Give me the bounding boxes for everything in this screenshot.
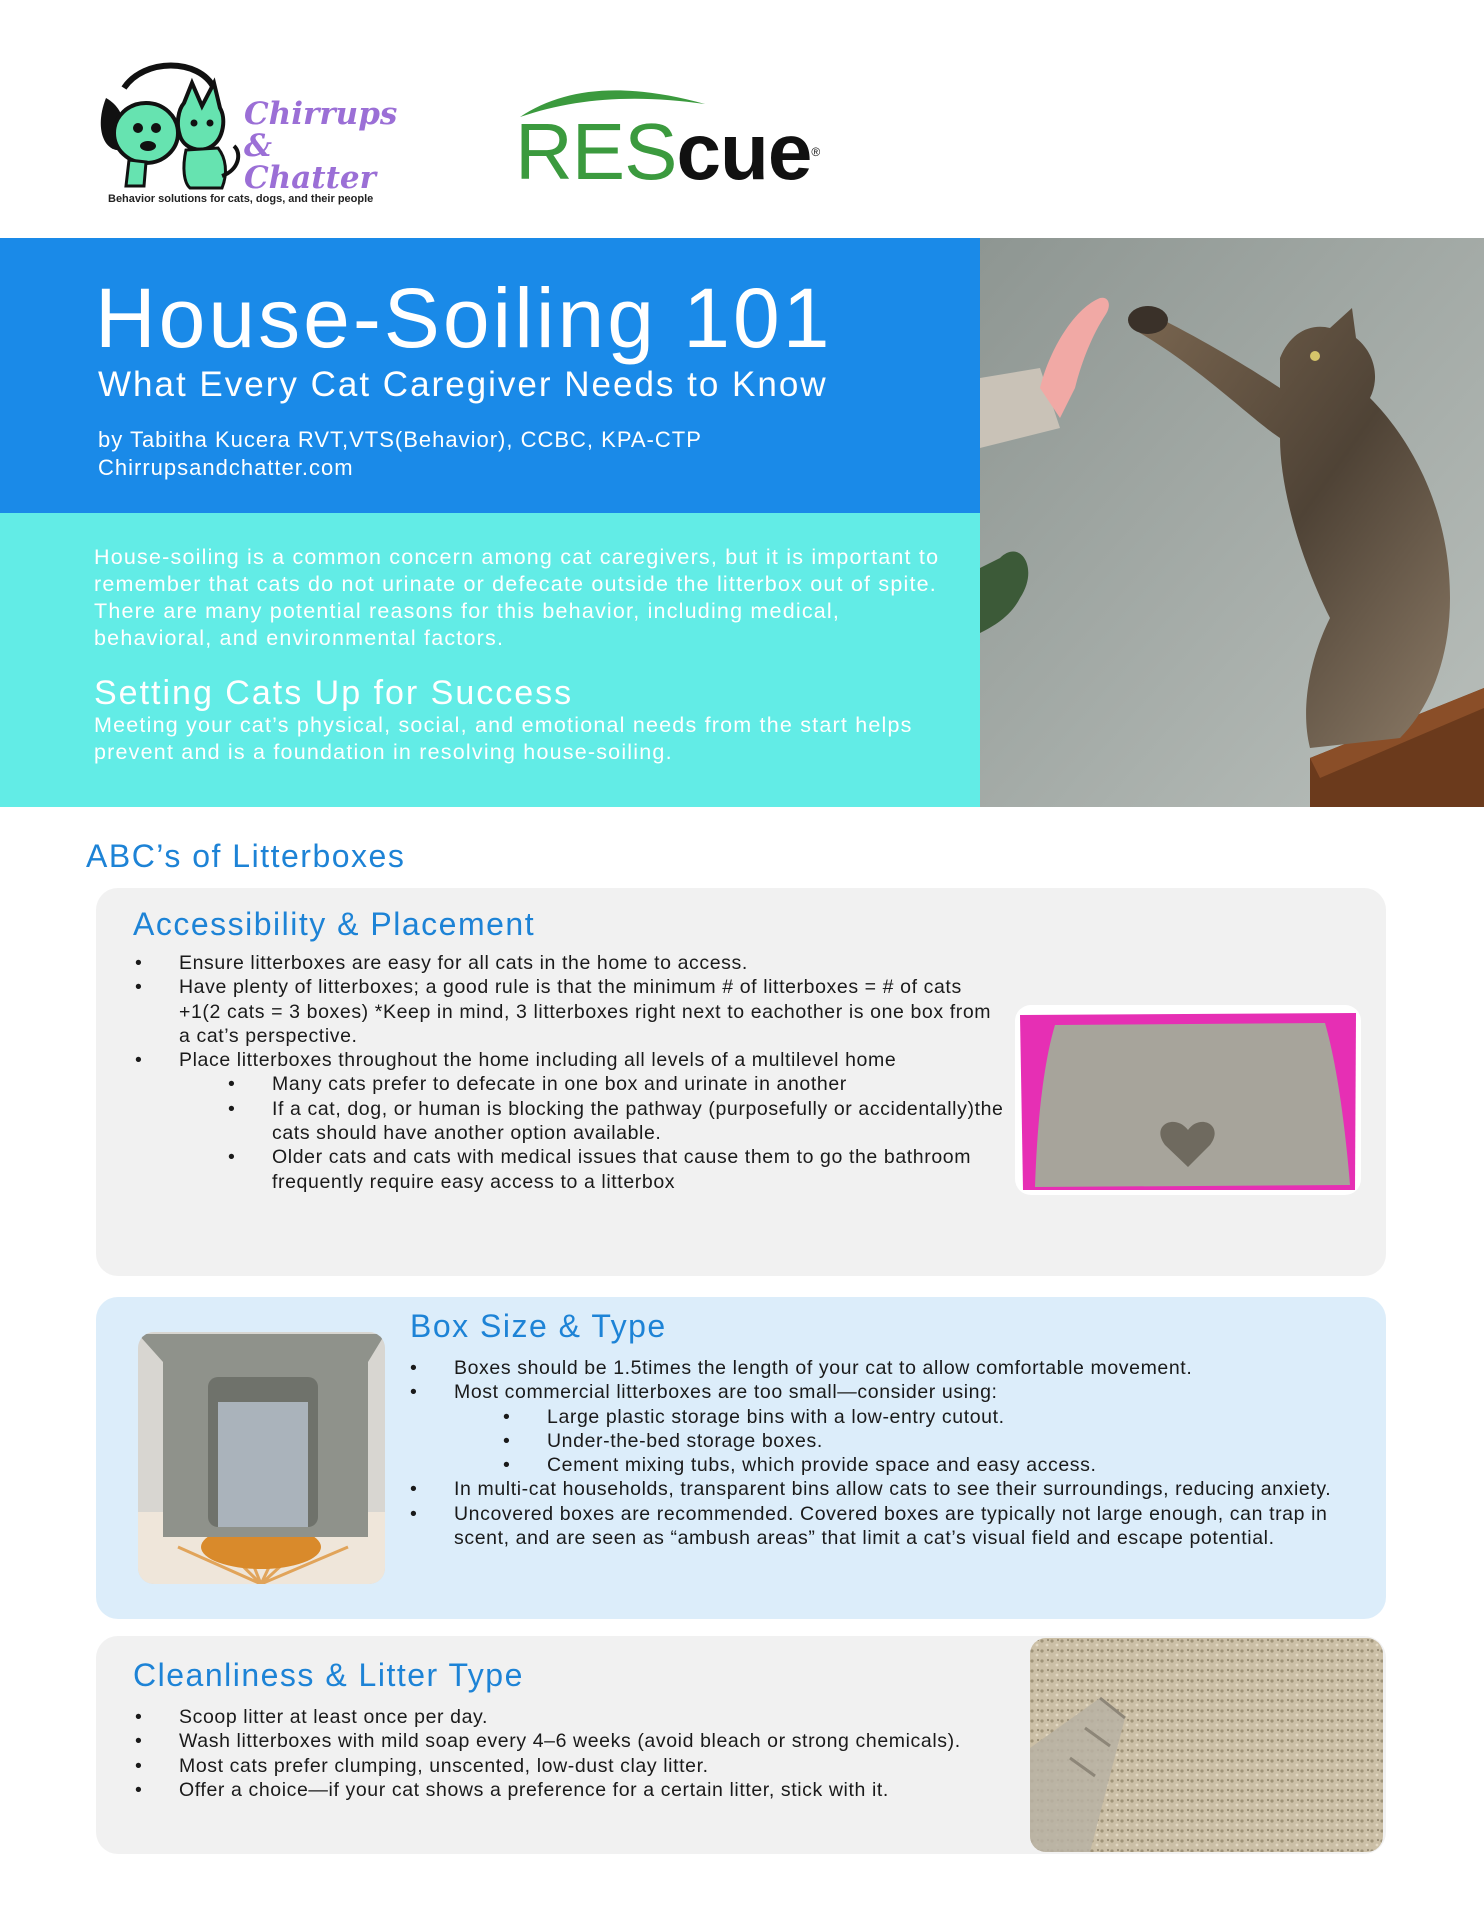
list-subitem: • Older cats and cats with medical issues that cause them to go the bathroom frequently require easy access to a litterbox (135, 1145, 1005, 1194)
cleanliness-list (135, 1705, 1025, 1802)
list-item: • Place litterboxes throughout the home including all levels of a multilevel home (135, 1048, 1005, 1072)
abc-section-title: ABC’s of Litterboxes (86, 838, 406, 874)
accessibility-list (135, 951, 1005, 1194)
author-line: by Tabitha Kucera RVT,VTS(Behavior), CCBC, KPA-CTP (98, 427, 702, 452)
list-item: • Offer a choice—if your cat shows a preference for a certain litter, stick with it. (135, 1778, 1025, 1802)
website-link[interactable]: Chirrupsandchatter.com (98, 455, 354, 480)
list-subitem: • Many cats prefer to defecate in one box and urinate in another (135, 1072, 1005, 1096)
list-subitem: • Cement mixing tubs, which provide space and easy access. (410, 1453, 1385, 1477)
cat-high-five-photo (980, 238, 1484, 807)
list-item: • Most commercial litterboxes are too small—consider using: (410, 1380, 1385, 1404)
rescue-registered-mark: ® (811, 145, 820, 159)
list-item: • Wash litterboxes with mild soap every 4–6 weeks (avoid bleach or strong chemicals). (135, 1729, 1025, 1753)
storage-bin-litterbox-photo (138, 1332, 385, 1584)
box-size-heading: Box Size & Type (410, 1308, 667, 1344)
page-subtitle: What Every Cat Caregiver Needs to Know (98, 365, 828, 404)
page-title: House-Soiling 101 (95, 271, 833, 365)
list-item: • Boxes should be 1.5times the length of your cat to allow comfortable movement. (410, 1356, 1385, 1380)
success-heading: Setting Cats Up for Success (94, 674, 574, 712)
list-item: • In multi-cat households, transparent bins allow cats to see their surroundings, reducing anxiety. (410, 1477, 1385, 1501)
list-subitem: • If a cat, dog, or human is blocking the pathway (purposefully or accidentally)the cats should have another option available. (135, 1097, 1005, 1146)
dog-cat-illustration (94, 58, 244, 193)
chirrups-chatter-logo (94, 58, 398, 208)
chirrups-tagline: Behavior solutions for cats, dogs, and their people (108, 193, 374, 205)
intro-paragraph: House-soiling is a common concern among cat caregivers, but it is important to remember that cats do not urinate or defecate outside the litterbox out of spite. There are many potential reasons for this behavior, including medical, behavioral, and environmental factors. (94, 545, 940, 650)
list-item: • Ensure litterboxes are easy for all cats in the home to access. (135, 951, 1005, 975)
clay-litter-scoop-photo (1030, 1638, 1383, 1852)
cleanliness-heading: Cleanliness & Litter Type (133, 1657, 524, 1693)
list-item: • Most cats prefer clumping, unscented, low-dust clay litter. (135, 1754, 1025, 1778)
litterbox-heart-photo (1015, 1005, 1361, 1195)
rescue-logo-cue: cue (676, 107, 812, 196)
list-item: • Scoop litter at least once per day. (135, 1705, 1025, 1729)
list-item: • Uncovered boxes are recommended. Covered boxes are typically not large enough, can trap in scent, and are seen as “ambush areas” that limit a cat’s visual field and escape potential. (410, 1502, 1385, 1551)
list-subitem: • Large plastic storage bins with a low-entry cutout. (410, 1405, 1385, 1429)
accessibility-heading: Accessibility & Placement (133, 906, 536, 942)
rescue-logo-res: RES (515, 107, 677, 196)
rescue-logo (515, 82, 865, 196)
success-paragraph: Meeting your cat’s physical, social, and emotional needs from the start helps prevent and is a foundation in resolving house-soiling. (94, 713, 913, 764)
list-item: • Have plenty of litterboxes; a good rule is that the minimum # of litterboxes = # of cats +1(2 cats = 3 boxes) *Keep in mind, 3 litterboxes right next to eachother is one box from a cat’s perspective. (135, 975, 1005, 1048)
box-size-list (410, 1356, 1385, 1550)
chirrups-chatter-wordmark: Chirrups & Chatter (244, 96, 398, 196)
list-subitem: • Under-the-bed storage boxes. (410, 1429, 1385, 1453)
author-block (98, 426, 702, 482)
